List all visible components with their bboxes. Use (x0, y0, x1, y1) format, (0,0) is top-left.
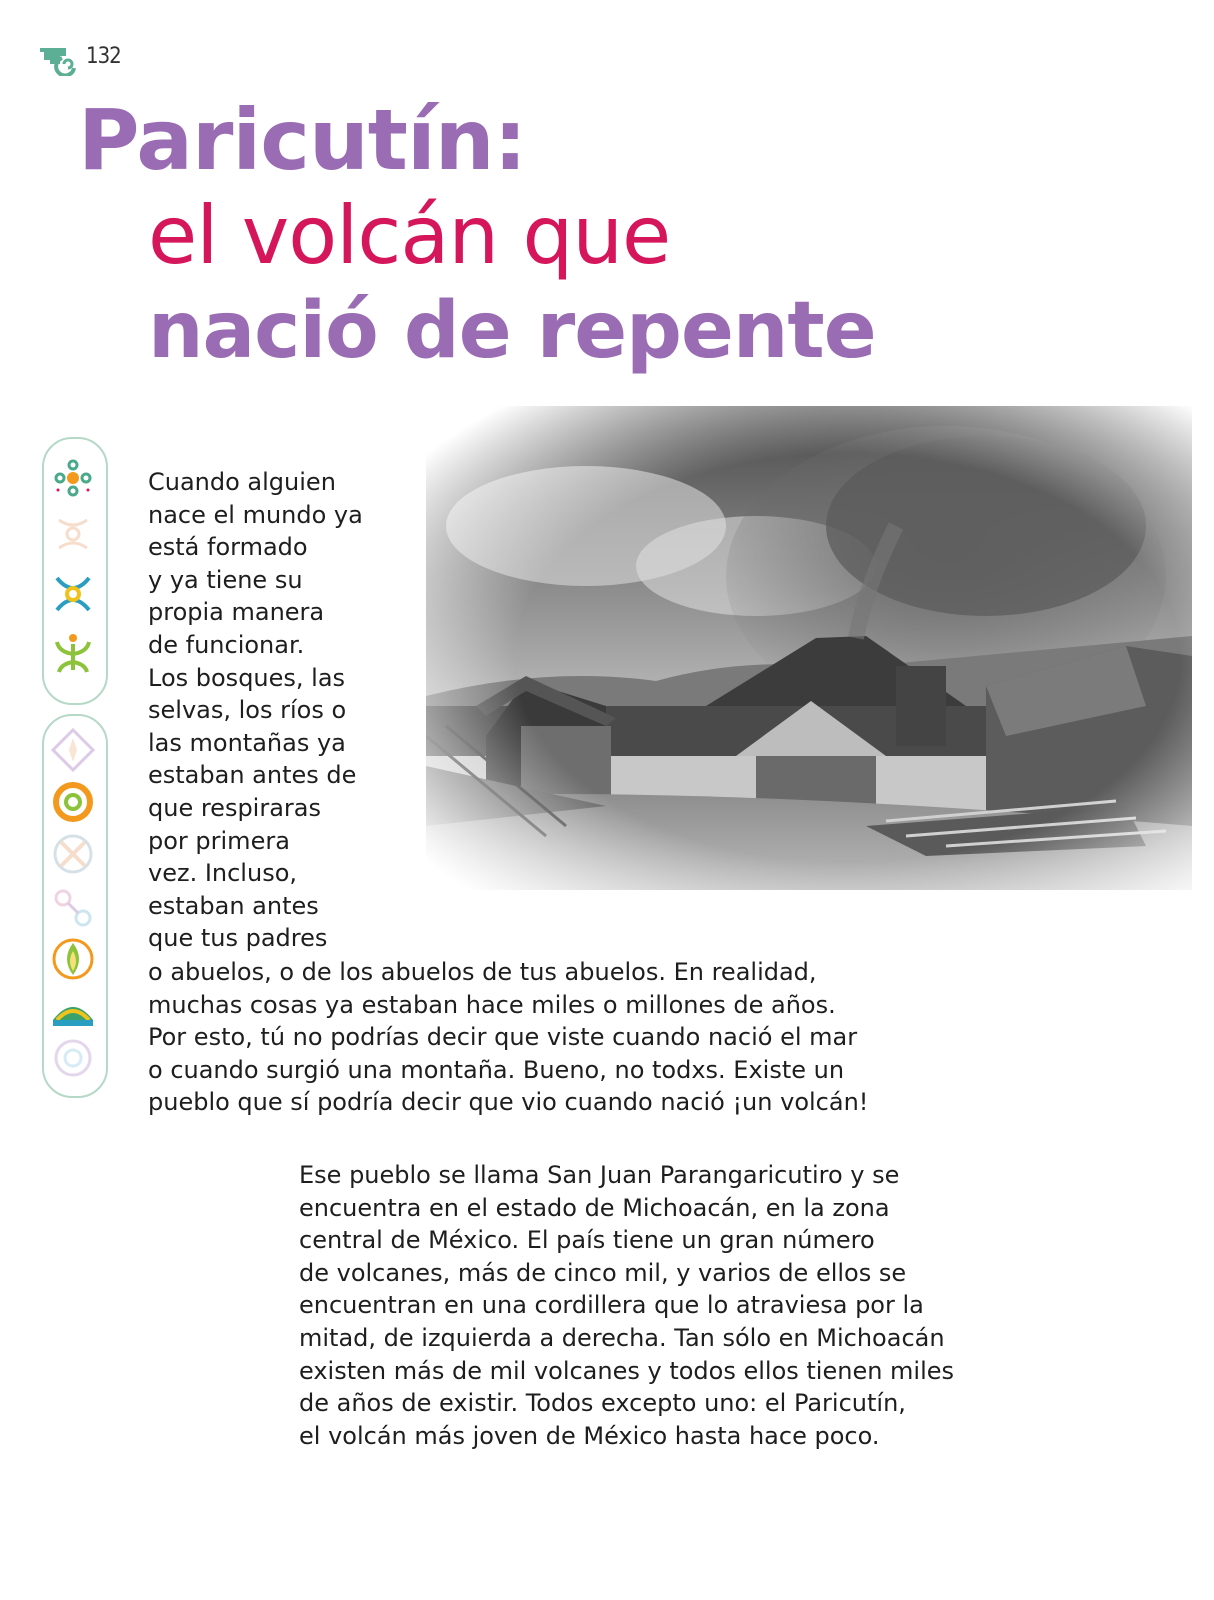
text-line: Ese pueblo se llama San Juan Parangaricutiro y se (299, 1161, 900, 1189)
text-line: de años de existir. Todos excepto uno: el Paricutín, (299, 1389, 906, 1418)
text-line: estaban antes (148, 891, 319, 920)
text-line: encuentran en una cordillera que lo atraviesa por la (299, 1291, 924, 1320)
orange-spiral-icon (51, 780, 95, 824)
text-line: el volcán más joven de México hasta hace poco. (299, 1421, 880, 1450)
text-line: pueblo que sí podría decir que vio cuando nació ¡un volcán! (148, 1088, 869, 1117)
text-line: y ya tiene su (148, 565, 303, 594)
faded-cross-icon (51, 832, 95, 876)
title-line-1: Paricutín: (78, 91, 527, 189)
text-line: Por esto, tú no podrías decir que viste cuando nació el mar (148, 1023, 858, 1052)
text-line: estaban antes de (148, 761, 357, 790)
text-line: muchas cosas ya estaban hace miles o millones de años. (148, 990, 836, 1019)
text-line: vez. Incluso, (148, 859, 298, 888)
text-line: de funcionar. (148, 630, 305, 659)
green-lotus-icon (51, 937, 95, 981)
page-number: 132 (86, 44, 121, 69)
faded-circle-icon (51, 1036, 95, 1080)
text-line: que tus padres (148, 924, 328, 953)
green-sprout-icon (51, 632, 95, 676)
diamond-star-icon (51, 728, 95, 772)
text-line: de volcanes, más de cinco mil, y varios de ellos se (299, 1258, 907, 1287)
text-line: existen más de mil volcanes y todos ellos tienen miles (299, 1356, 955, 1385)
text-line: central de México. El país tiene un gran número (299, 1226, 875, 1255)
teal-figure-icon (51, 572, 95, 616)
body-text-narrow (148, 466, 363, 955)
text-line: encuentra en el estado de Michoacán, en la zona (299, 1193, 890, 1222)
text-line: mitad, de izquierda a derecha. Tan sólo en Michoacán (299, 1323, 945, 1352)
text-line: selvas, los ríos o (148, 696, 347, 725)
body-text-wide (148, 956, 868, 1119)
body-text-paragraph-2 (299, 1159, 954, 1452)
text-line: las montañas ya (148, 728, 346, 757)
rainbow-hill-icon (51, 988, 95, 1032)
text-line: Cuando alguien (148, 468, 336, 496)
text-line: Los bosques, las (148, 663, 346, 692)
text-line: que respiraras (148, 793, 322, 822)
faded-figure-icon (51, 512, 95, 556)
text-line: por primera (148, 826, 290, 855)
greca-icon (38, 44, 78, 76)
title-line-3: nació de repente (148, 286, 876, 376)
volcano-erupting-over-village-photo (426, 406, 1192, 890)
text-line: propia manera (148, 598, 325, 627)
chain-links-icon (51, 886, 95, 930)
text-line: nace el mundo ya (148, 500, 363, 529)
text-line: o cuando surgió una montaña. Bueno, no todxs. Existe un (148, 1055, 845, 1084)
text-line: está formado (148, 533, 308, 562)
text-line: o abuelos, o de los abuelos de tus abuelos. En realidad, (148, 958, 817, 986)
orange-flower-icon (51, 456, 95, 500)
title-line-2: el volcán que (148, 189, 671, 282)
